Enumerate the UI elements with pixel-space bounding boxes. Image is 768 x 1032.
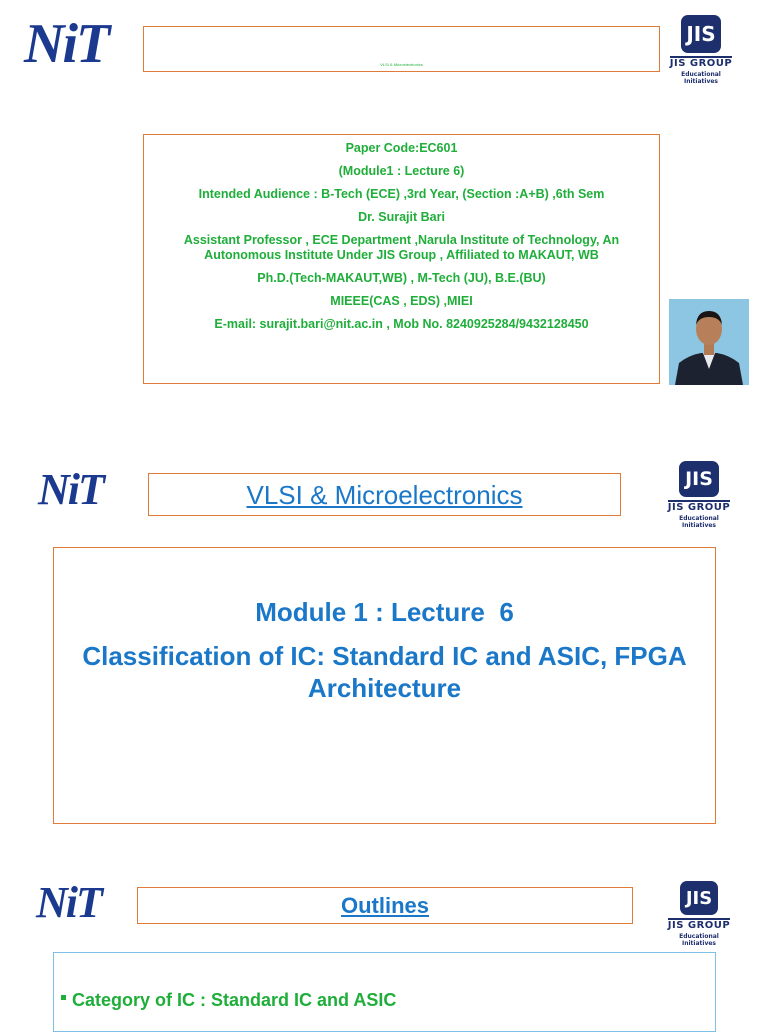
jis-sub-text: Educational Initiatives xyxy=(679,933,719,947)
jis-group-text: JIS GROUP xyxy=(669,58,733,69)
author-photo xyxy=(669,299,749,385)
bullet-marker-icon xyxy=(61,995,66,1000)
header-box-text: VLSI & Microelectronics xyxy=(380,62,423,67)
author-contact: E-mail: surajit.bari@nit.ac.in , Mob No. 8240925284/9432128450 xyxy=(214,317,589,331)
info-box xyxy=(143,134,660,384)
header-box xyxy=(143,26,660,72)
jis-logo xyxy=(664,15,738,85)
jis-badge-icon: JIS xyxy=(680,881,718,915)
jis-logo xyxy=(662,881,736,947)
outlines-content-box xyxy=(53,952,716,1032)
nit-logo: NiT xyxy=(36,878,101,927)
paper-code: Paper Code:EC601 xyxy=(345,141,458,155)
jis-group-text: JIS GROUP xyxy=(667,502,731,513)
course-title: VLSI & Microelectronics xyxy=(246,480,523,510)
module-lecture: (Module1 : Lecture 6) xyxy=(338,164,465,178)
author-affiliation: Assistant Professor , ECE Department ,Narula Institute of Technology, An Autonomous Institute Under JIS Group , Affiliated to MAKAUT, WB xyxy=(183,233,620,262)
jis-badge-icon: JIS xyxy=(679,461,719,497)
author-memberships: MIEEE(CAS , EDS) ,MIEI xyxy=(330,294,473,308)
jis-badge-icon: JIS xyxy=(681,15,721,53)
intended-audience: Intended Audience : B-Tech (ECE) ,3rd Year, (Section :A+B) ,6th Sem xyxy=(198,187,605,201)
nit-logo: NiT xyxy=(24,13,109,75)
bullet-item xyxy=(61,989,396,1011)
topic-line-2: Architecture xyxy=(307,673,462,703)
topic-line-1: Classification of IC: Standard IC and ASIC, FPGA xyxy=(82,641,687,671)
jis-group-text: JIS GROUP xyxy=(667,920,731,931)
lecture-title-box xyxy=(53,547,716,824)
author-degrees: Ph.D.(Tech-MAKAUT,WB) , M-Tech (JU), B.E.(BU) xyxy=(257,271,546,285)
jis-sub-text: Educational Initiatives xyxy=(681,71,721,85)
jis-sub-text: Educational Initiatives xyxy=(679,515,719,529)
nit-logo: NiT xyxy=(38,465,103,514)
title-box xyxy=(148,473,621,516)
outlines-title-box xyxy=(137,887,633,924)
outlines-title: Outlines xyxy=(340,893,429,918)
jis-logo xyxy=(662,461,736,529)
module-heading: Module 1 : Lecture 6 xyxy=(255,597,514,627)
author-name: Dr. Surajit Bari xyxy=(358,210,445,224)
bullet-text: Category of IC : Standard IC and ASIC xyxy=(72,990,397,1010)
